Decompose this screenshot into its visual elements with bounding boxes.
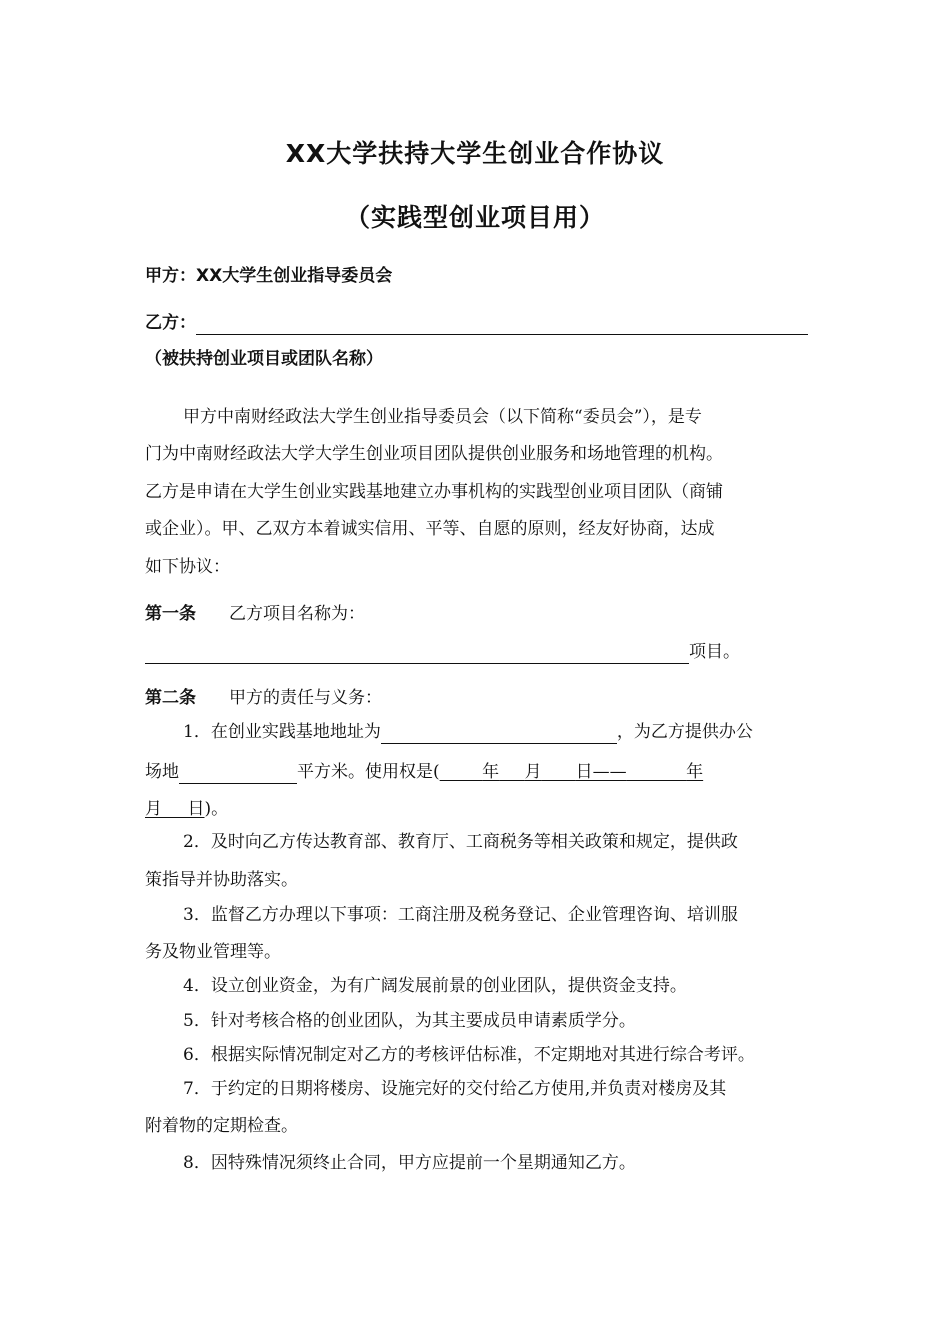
item-7-line-1: 7．于约定的日期将楼房、设施完好的交付给乙方使用,并负责对楼房及其 xyxy=(183,1079,727,1099)
article-1-name-row xyxy=(145,640,740,664)
year-2-label: 年 xyxy=(686,762,704,782)
item-1-line-2 xyxy=(145,760,703,784)
item-2-line-1: 2．及时向乙方传达教育部、教育厅、工商税务等相关政策和规定，提供政 xyxy=(183,832,738,852)
address-blank[interactable] xyxy=(381,723,617,744)
document-title: XX大学扶持大学生创业合作协议 xyxy=(285,139,665,168)
item-6: 6．根据实际情况制定对乙方的考核评估标准，不定期地对其进行综合考评。 xyxy=(183,1045,755,1065)
party-b xyxy=(145,311,808,335)
item-1-line-1 xyxy=(183,720,753,744)
item-3-line-1: 3．监督乙方办理以下事项：工商注册及税务登记、企业管理咨询、培训服 xyxy=(183,905,738,925)
party-a-value: XX大学生创业指导委员会 xyxy=(196,266,393,286)
month-2-label: 月 xyxy=(145,799,162,819)
intro-line-2: 门为中南财经政法大学大学生创业项目团队提供创业服务和场地管理的机构。 xyxy=(145,444,723,464)
party-a xyxy=(145,264,392,288)
party-a-label: 甲方： xyxy=(145,266,196,286)
party-b-label: 乙方： xyxy=(145,313,196,333)
item-1-part-c: 场地 xyxy=(145,762,179,782)
intro-line-4: 或企业）。甲、乙双方本着诚实信用、平等、自愿的原则，经友好协商，达成 xyxy=(145,519,715,539)
year-1-label: 年 xyxy=(482,762,500,782)
article-2-text: 甲方的责任与义务： xyxy=(229,688,382,708)
item-5: 5．针对考核合格的创业团队，为其主要成员申请素质学分。 xyxy=(183,1011,636,1031)
article-1-heading: 第一条 xyxy=(145,604,196,624)
item-4: 4．设立创业资金，为有广阔发展前景的创业团队，提供资金支持。 xyxy=(183,976,687,996)
area-blank[interactable] xyxy=(179,763,297,784)
item-1-part-b: ，为乙方提供办公 xyxy=(616,722,753,742)
date-range-start[interactable] xyxy=(440,762,704,782)
item-7-line-2: 附着物的定期检查。 xyxy=(145,1116,298,1136)
item-1-line-3 xyxy=(145,797,228,821)
item-1-close: )。 xyxy=(204,799,229,819)
item-1-part-a: 1．在创业实践基地地址为 xyxy=(183,722,381,742)
item-2-line-2: 策指导并协助落实。 xyxy=(145,870,298,890)
party-b-blank[interactable] xyxy=(196,314,808,335)
article-1-text: 乙方项目名称为： xyxy=(229,604,365,624)
document-subtitle: （实践型创业项目用） xyxy=(344,203,605,232)
intro-line-3: 乙方是申请在大学生创业实践基地建立办事机构的实践型创业项目团队（商铺 xyxy=(145,482,723,502)
item-3-line-2: 务及物业管理等。 xyxy=(145,942,281,962)
intro-line-5: 如下协议： xyxy=(145,557,230,577)
intro-line-1: 甲方中南财经政法大学生创业指导委员会（以下简称“委员会”），是专 xyxy=(183,407,702,427)
article-1 xyxy=(145,602,365,626)
article-2-heading: 第二条 xyxy=(145,688,196,708)
party-b-note: （被扶持创业项目或团队名称） xyxy=(145,349,383,369)
item-1-part-d: 平方米。使用权是( xyxy=(297,762,440,782)
day-2-label: 日 xyxy=(187,799,205,819)
month-1-label: 月 xyxy=(524,762,542,782)
date-range-end[interactable] xyxy=(145,799,205,819)
article-1-suffix: 项目。 xyxy=(689,642,740,662)
project-name-blank[interactable] xyxy=(145,643,689,664)
item-8: 8．因特殊情况须终止合同，甲方应提前一个星期通知乙方。 xyxy=(183,1153,636,1173)
day-1-label: 日—— xyxy=(575,762,627,782)
article-2 xyxy=(145,686,382,710)
